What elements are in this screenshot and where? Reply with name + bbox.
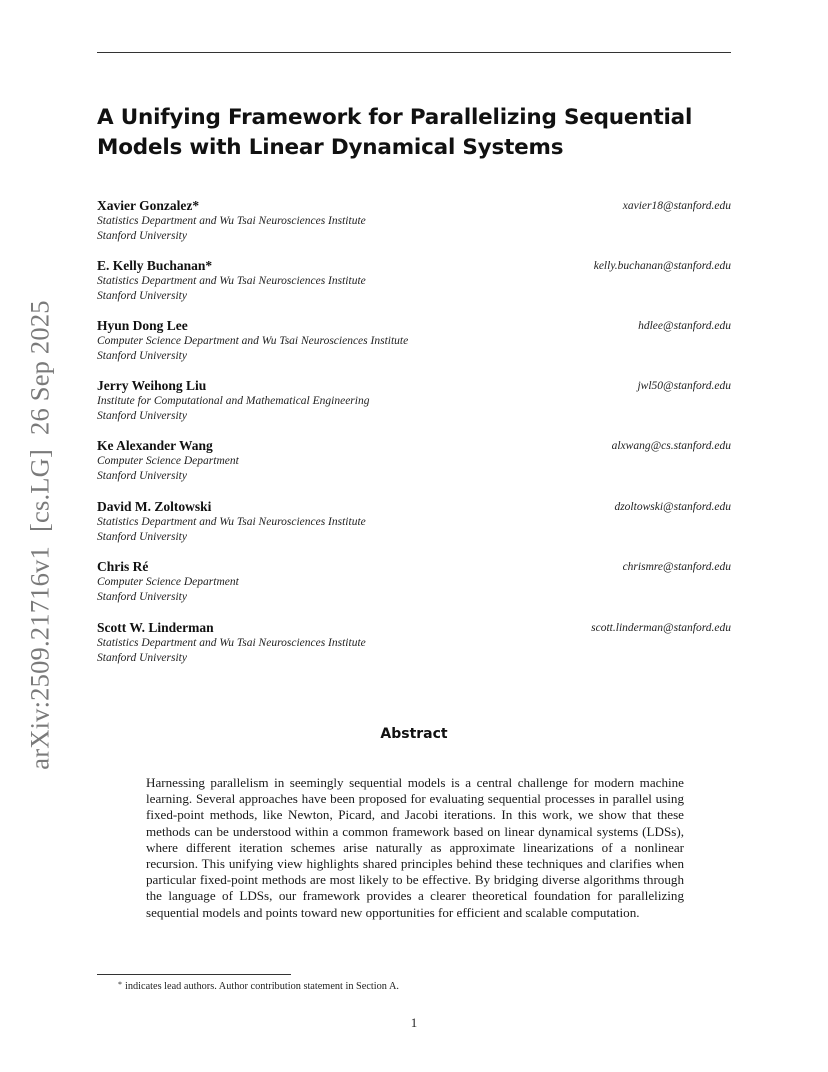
author-email[interactable]: kelly.buchanan@stanford.edu [593,260,731,272]
paper-title: A Unifying Framework for Parallelizing Sequential Models with Linear Dynamical Systems [97,105,693,160]
author-block [97,499,731,549]
author-university: Stanford University [97,652,187,664]
author-name: Jerry Weihong Liu [97,378,207,393]
author-department: Statistics Department and Wu Tsai Neurosciences Institute [97,275,366,287]
author-name: Xavier Gonzalez* [97,198,200,213]
author-department: Computer Science Department and Wu Tsai Neurosciences Institute [97,335,409,347]
author-email[interactable]: alxwang@cs.stanford.edu [611,440,731,452]
author-email[interactable]: jwl50@stanford.edu [637,380,731,392]
author-department: Statistics Department and Wu Tsai Neurosciences Institute [97,215,366,227]
author-email[interactable]: dzoltowski@stanford.edu [614,501,731,513]
author-email[interactable]: scott.linderman@stanford.edu [591,622,731,634]
footnote-rule [97,974,291,975]
author-email[interactable]: chrismre@stanford.edu [622,561,731,573]
author-block [97,258,731,308]
author-email[interactable]: hdlee@stanford.edu [638,320,731,332]
author-name: E. Kelly Buchanan* [97,258,213,273]
author-name: Chris Ré [97,559,149,574]
author-department: Computer Science Department [97,576,239,588]
author-email[interactable]: xavier18@stanford.edu [622,200,731,212]
author-university: Stanford University [97,290,187,302]
author-block [97,438,731,488]
author-department: Statistics Department and Wu Tsai Neurosciences Institute [97,516,366,528]
author-name: David M. Zoltowski [97,499,212,514]
author-department: Statistics Department and Wu Tsai Neurosciences Institute [97,637,366,649]
author-block [97,620,731,670]
footnote-mark: * [118,980,122,989]
author-block [97,378,731,428]
author-department: Institute for Computational and Mathematical Engineering [97,395,370,407]
arxiv-date: 26 Sep 2025 [24,300,55,435]
author-block [97,318,731,368]
author-university: Stanford University [97,410,187,422]
page-number: 1 [410,1015,418,1030]
header-rule [97,52,731,53]
author-name: Hyun Dong Lee [97,318,188,333]
author-university: Stanford University [97,230,187,242]
author-university: Stanford University [97,470,187,482]
author-name: Scott W. Linderman [97,620,214,635]
footnote [118,978,399,993]
footnote-text: indicates lead authors. Author contribution statement in Section A. [125,981,399,992]
abstract-heading: Abstract [380,726,448,742]
author-university: Stanford University [97,350,187,362]
author-block [97,559,731,609]
author-university: Stanford University [97,531,187,543]
arxiv-stamp [25,300,56,769]
author-university: Stanford University [97,591,187,603]
arxiv-identifier[interactable]: arXiv:2509.21716v1 [24,546,55,770]
abstract-body: Harnessing parallelism in seemingly sequential models is a central challenge for modern machine learning. Several approaches have been proposed for evaluating sequential processes in parallel using fixed-point methods, like Newton, Picard, and Jacobi iterations. In this work, we show that these methods can be understood within a common framework based on linear dynamical systems (LDSs), where different iteration schemes arise naturally as approximate linearizations of a nonlinear recursion. This unifying view highlights shared principles behind these techniques and clarifies when particular fixed-point methods are most likely to be effective. By bridging diverse algorithms through the language of LDSs, our framework provides a clearer theoretical foundation for parallelizing sequential models and points toward new opportunities for efficient and scalable computation. [146,775,684,920]
arxiv-category: [cs.LG] [24,448,55,533]
author-name: Ke Alexander Wang [97,438,213,453]
author-department: Computer Science Department [97,455,239,467]
author-block [97,198,731,248]
